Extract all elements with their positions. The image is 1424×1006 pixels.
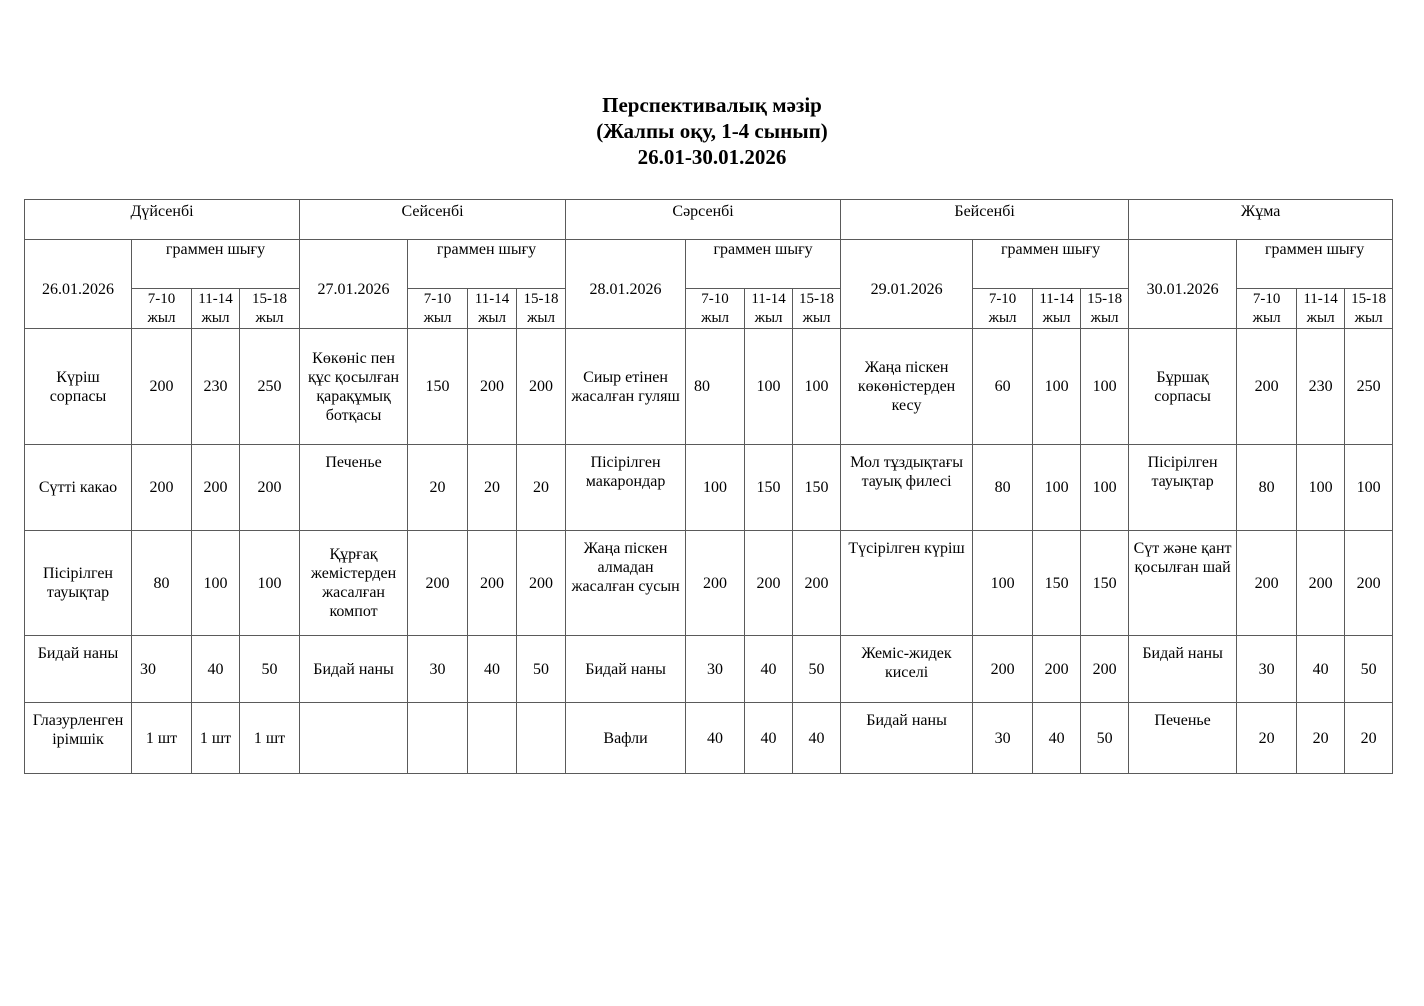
portion-grams-g15: 150 — [793, 445, 841, 531]
portion-grams-g15: 200 — [793, 531, 841, 636]
dish-name: Сүт және қант қосылған шай — [1129, 531, 1237, 636]
dish-name: Құрғақ жемістерден жасалған компот — [300, 531, 408, 636]
day-name: Жұма — [1129, 200, 1393, 240]
portion-grams-g11: 40 — [1297, 636, 1345, 703]
dish-name: Жаңа піскен көкөністерден кесу — [841, 329, 973, 445]
output-label: граммен шығу — [408, 240, 566, 289]
portion-grams-g7: 200 — [132, 445, 192, 531]
dish-name: Күріш сорпасы — [25, 329, 132, 445]
portion-grams-g7: 80 — [973, 445, 1033, 531]
portion-grams-g7: 200 — [132, 329, 192, 445]
portion-grams-g11: 230 — [192, 329, 240, 445]
portion-grams-g7: 30 — [132, 636, 192, 703]
dish-name: Сиыр етінен жасалған гуляш — [566, 329, 686, 445]
portion-grams-g7 — [408, 703, 468, 774]
portion-grams-g15: 200 — [240, 445, 300, 531]
portion-grams-g7: 1 шт — [132, 703, 192, 774]
age-group-label: 15-18 жыл — [793, 289, 841, 329]
output-label: граммен шығу — [686, 240, 841, 289]
age-group-label: 11-14 жыл — [745, 289, 793, 329]
portion-grams-g11: 20 — [1297, 703, 1345, 774]
age-group-label: 11-14 жыл — [468, 289, 517, 329]
dish-name: Жаңа піскен алмадан жасалған сусын — [566, 531, 686, 636]
portion-grams-g11: 100 — [1297, 445, 1345, 531]
portion-grams-g7: 20 — [408, 445, 468, 531]
age-group-label: 15-18 жыл — [517, 289, 566, 329]
portion-grams-g11: 100 — [192, 531, 240, 636]
portion-grams-g11: 200 — [1297, 531, 1345, 636]
portion-grams-g11: 200 — [1033, 636, 1081, 703]
portion-grams-g7: 200 — [1237, 531, 1297, 636]
day-name: Бейсенбі — [841, 200, 1129, 240]
portion-grams-g7: 150 — [408, 329, 468, 445]
portion-grams-g11: 200 — [468, 329, 517, 445]
age-group-label: 7-10 жыл — [132, 289, 192, 329]
dish-name — [300, 703, 408, 774]
age-group-label: 7-10 жыл — [1237, 289, 1297, 329]
dish-name: Печенье — [1129, 703, 1237, 774]
portion-grams-g7: 200 — [686, 531, 745, 636]
dish-name: Бидай наны — [1129, 636, 1237, 703]
portion-grams-g15: 100 — [1345, 445, 1393, 531]
age-group-label: 11-14 жыл — [192, 289, 240, 329]
portion-grams-g11: 40 — [192, 636, 240, 703]
portion-grams-g11: 150 — [745, 445, 793, 531]
table-row — [25, 531, 1393, 636]
document-title — [0, 92, 1424, 170]
dish-name: Жеміс-жидек киселі — [841, 636, 973, 703]
portion-grams-g11: 40 — [468, 636, 517, 703]
portion-grams-g7: 60 — [973, 329, 1033, 445]
portion-grams-g11 — [468, 703, 517, 774]
portion-grams-g7: 30 — [686, 636, 745, 703]
portion-grams-g15: 50 — [793, 636, 841, 703]
portion-grams-g11: 40 — [745, 703, 793, 774]
dish-name: Пісірілген макарондар — [566, 445, 686, 531]
title-line-2: (Жалпы оқу, 1-4 сынып) — [596, 119, 828, 143]
dish-name: Печенье — [300, 445, 408, 531]
dish-name: Сүтті какао — [25, 445, 132, 531]
portion-grams-g15: 200 — [1345, 531, 1393, 636]
dish-name: Пісірілген тауықтар — [1129, 445, 1237, 531]
portion-grams-g15: 100 — [793, 329, 841, 445]
day-date: 28.01.2026 — [566, 240, 686, 329]
dish-name: Мол тұздықтағы тауық филесі — [841, 445, 973, 531]
portion-grams-g15: 50 — [1081, 703, 1129, 774]
portion-grams-g15: 50 — [1345, 636, 1393, 703]
day-header-row — [25, 200, 1393, 240]
day-name: Дүйсенбі — [25, 200, 300, 240]
menu-table — [24, 199, 1393, 774]
portion-grams-g7: 30 — [408, 636, 468, 703]
output-label: граммен шығу — [973, 240, 1129, 289]
portion-grams-g15: 1 шт — [240, 703, 300, 774]
table-row — [25, 329, 1393, 445]
portion-grams-g7: 200 — [408, 531, 468, 636]
table-row — [25, 445, 1393, 531]
dish-name: Бұршақ сорпасы — [1129, 329, 1237, 445]
portion-grams-g15: 250 — [240, 329, 300, 445]
portion-grams-g7: 80 — [132, 531, 192, 636]
portion-grams-g11: 100 — [1033, 445, 1081, 531]
portion-grams-g7: 100 — [973, 531, 1033, 636]
age-group-label: 15-18 жыл — [1345, 289, 1393, 329]
portion-grams-g7: 200 — [973, 636, 1033, 703]
age-group-label: 7-10 жыл — [686, 289, 745, 329]
portion-grams-g15 — [517, 703, 566, 774]
portion-grams-g11: 150 — [1033, 531, 1081, 636]
day-name: Сәрсенбі — [566, 200, 841, 240]
gram-header-row — [25, 240, 1393, 289]
portion-grams-g15: 50 — [240, 636, 300, 703]
portion-grams-g7: 40 — [686, 703, 745, 774]
title-line-1: Перспективалық мәзір — [602, 93, 822, 117]
age-group-label: 11-14 жыл — [1297, 289, 1345, 329]
portion-grams-g11: 200 — [468, 531, 517, 636]
title-line-3: 26.01-30.01.2026 — [637, 145, 787, 169]
age-group-label: 15-18 жыл — [240, 289, 300, 329]
portion-grams-g15: 40 — [793, 703, 841, 774]
dish-name: Бидай наны — [300, 636, 408, 703]
portion-grams-g15: 50 — [517, 636, 566, 703]
output-label: граммен шығу — [132, 240, 300, 289]
portion-grams-g7: 30 — [973, 703, 1033, 774]
portion-grams-g11: 40 — [1033, 703, 1081, 774]
day-date: 30.01.2026 — [1129, 240, 1237, 329]
portion-grams-g11: 200 — [192, 445, 240, 531]
age-group-label: 11-14 жыл — [1033, 289, 1081, 329]
dish-name: Бидай наны — [566, 636, 686, 703]
portion-grams-g15: 20 — [517, 445, 566, 531]
portion-grams-g7: 200 — [1237, 329, 1297, 445]
portion-grams-g7: 80 — [686, 329, 745, 445]
portion-grams-g11: 100 — [745, 329, 793, 445]
portion-grams-g11: 100 — [1033, 329, 1081, 445]
portion-grams-g11: 20 — [468, 445, 517, 531]
dish-name: Түсірілген күріш — [841, 531, 973, 636]
dish-name: Бидай наны — [25, 636, 132, 703]
portion-grams-g11: 40 — [745, 636, 793, 703]
age-group-label: 7-10 жыл — [973, 289, 1033, 329]
age-group-label: 7-10 жыл — [408, 289, 468, 329]
age-group-label: 15-18 жыл — [1081, 289, 1129, 329]
portion-grams-g11: 200 — [745, 531, 793, 636]
portion-grams-g15: 200 — [517, 329, 566, 445]
day-date: 29.01.2026 — [841, 240, 973, 329]
dish-name: Вафли — [566, 703, 686, 774]
portion-grams-g15: 200 — [1081, 636, 1129, 703]
table-row — [25, 636, 1393, 703]
portion-grams-g11: 1 шт — [192, 703, 240, 774]
output-label: граммен шығу — [1237, 240, 1393, 289]
portion-grams-g15: 200 — [517, 531, 566, 636]
portion-grams-g7: 80 — [1237, 445, 1297, 531]
day-date: 26.01.2026 — [25, 240, 132, 329]
portion-grams-g7: 100 — [686, 445, 745, 531]
portion-grams-g7: 20 — [1237, 703, 1297, 774]
table-row — [25, 703, 1393, 774]
portion-grams-g15: 100 — [1081, 329, 1129, 445]
dish-name: Көкөніс пен құс қосылған қарақұмық ботқасы — [300, 329, 408, 445]
portion-grams-g15: 20 — [1345, 703, 1393, 774]
portion-grams-g15: 250 — [1345, 329, 1393, 445]
portion-grams-g15: 100 — [240, 531, 300, 636]
portion-grams-g7: 30 — [1237, 636, 1297, 703]
portion-grams-g15: 150 — [1081, 531, 1129, 636]
dish-name: Глазурленген ірімшік — [25, 703, 132, 774]
dish-name: Бидай наны — [841, 703, 973, 774]
day-name: Сейсенбі — [300, 200, 566, 240]
dish-name: Пісірілген тауықтар — [25, 531, 132, 636]
day-date: 27.01.2026 — [300, 240, 408, 329]
portion-grams-g15: 100 — [1081, 445, 1129, 531]
portion-grams-g11: 230 — [1297, 329, 1345, 445]
